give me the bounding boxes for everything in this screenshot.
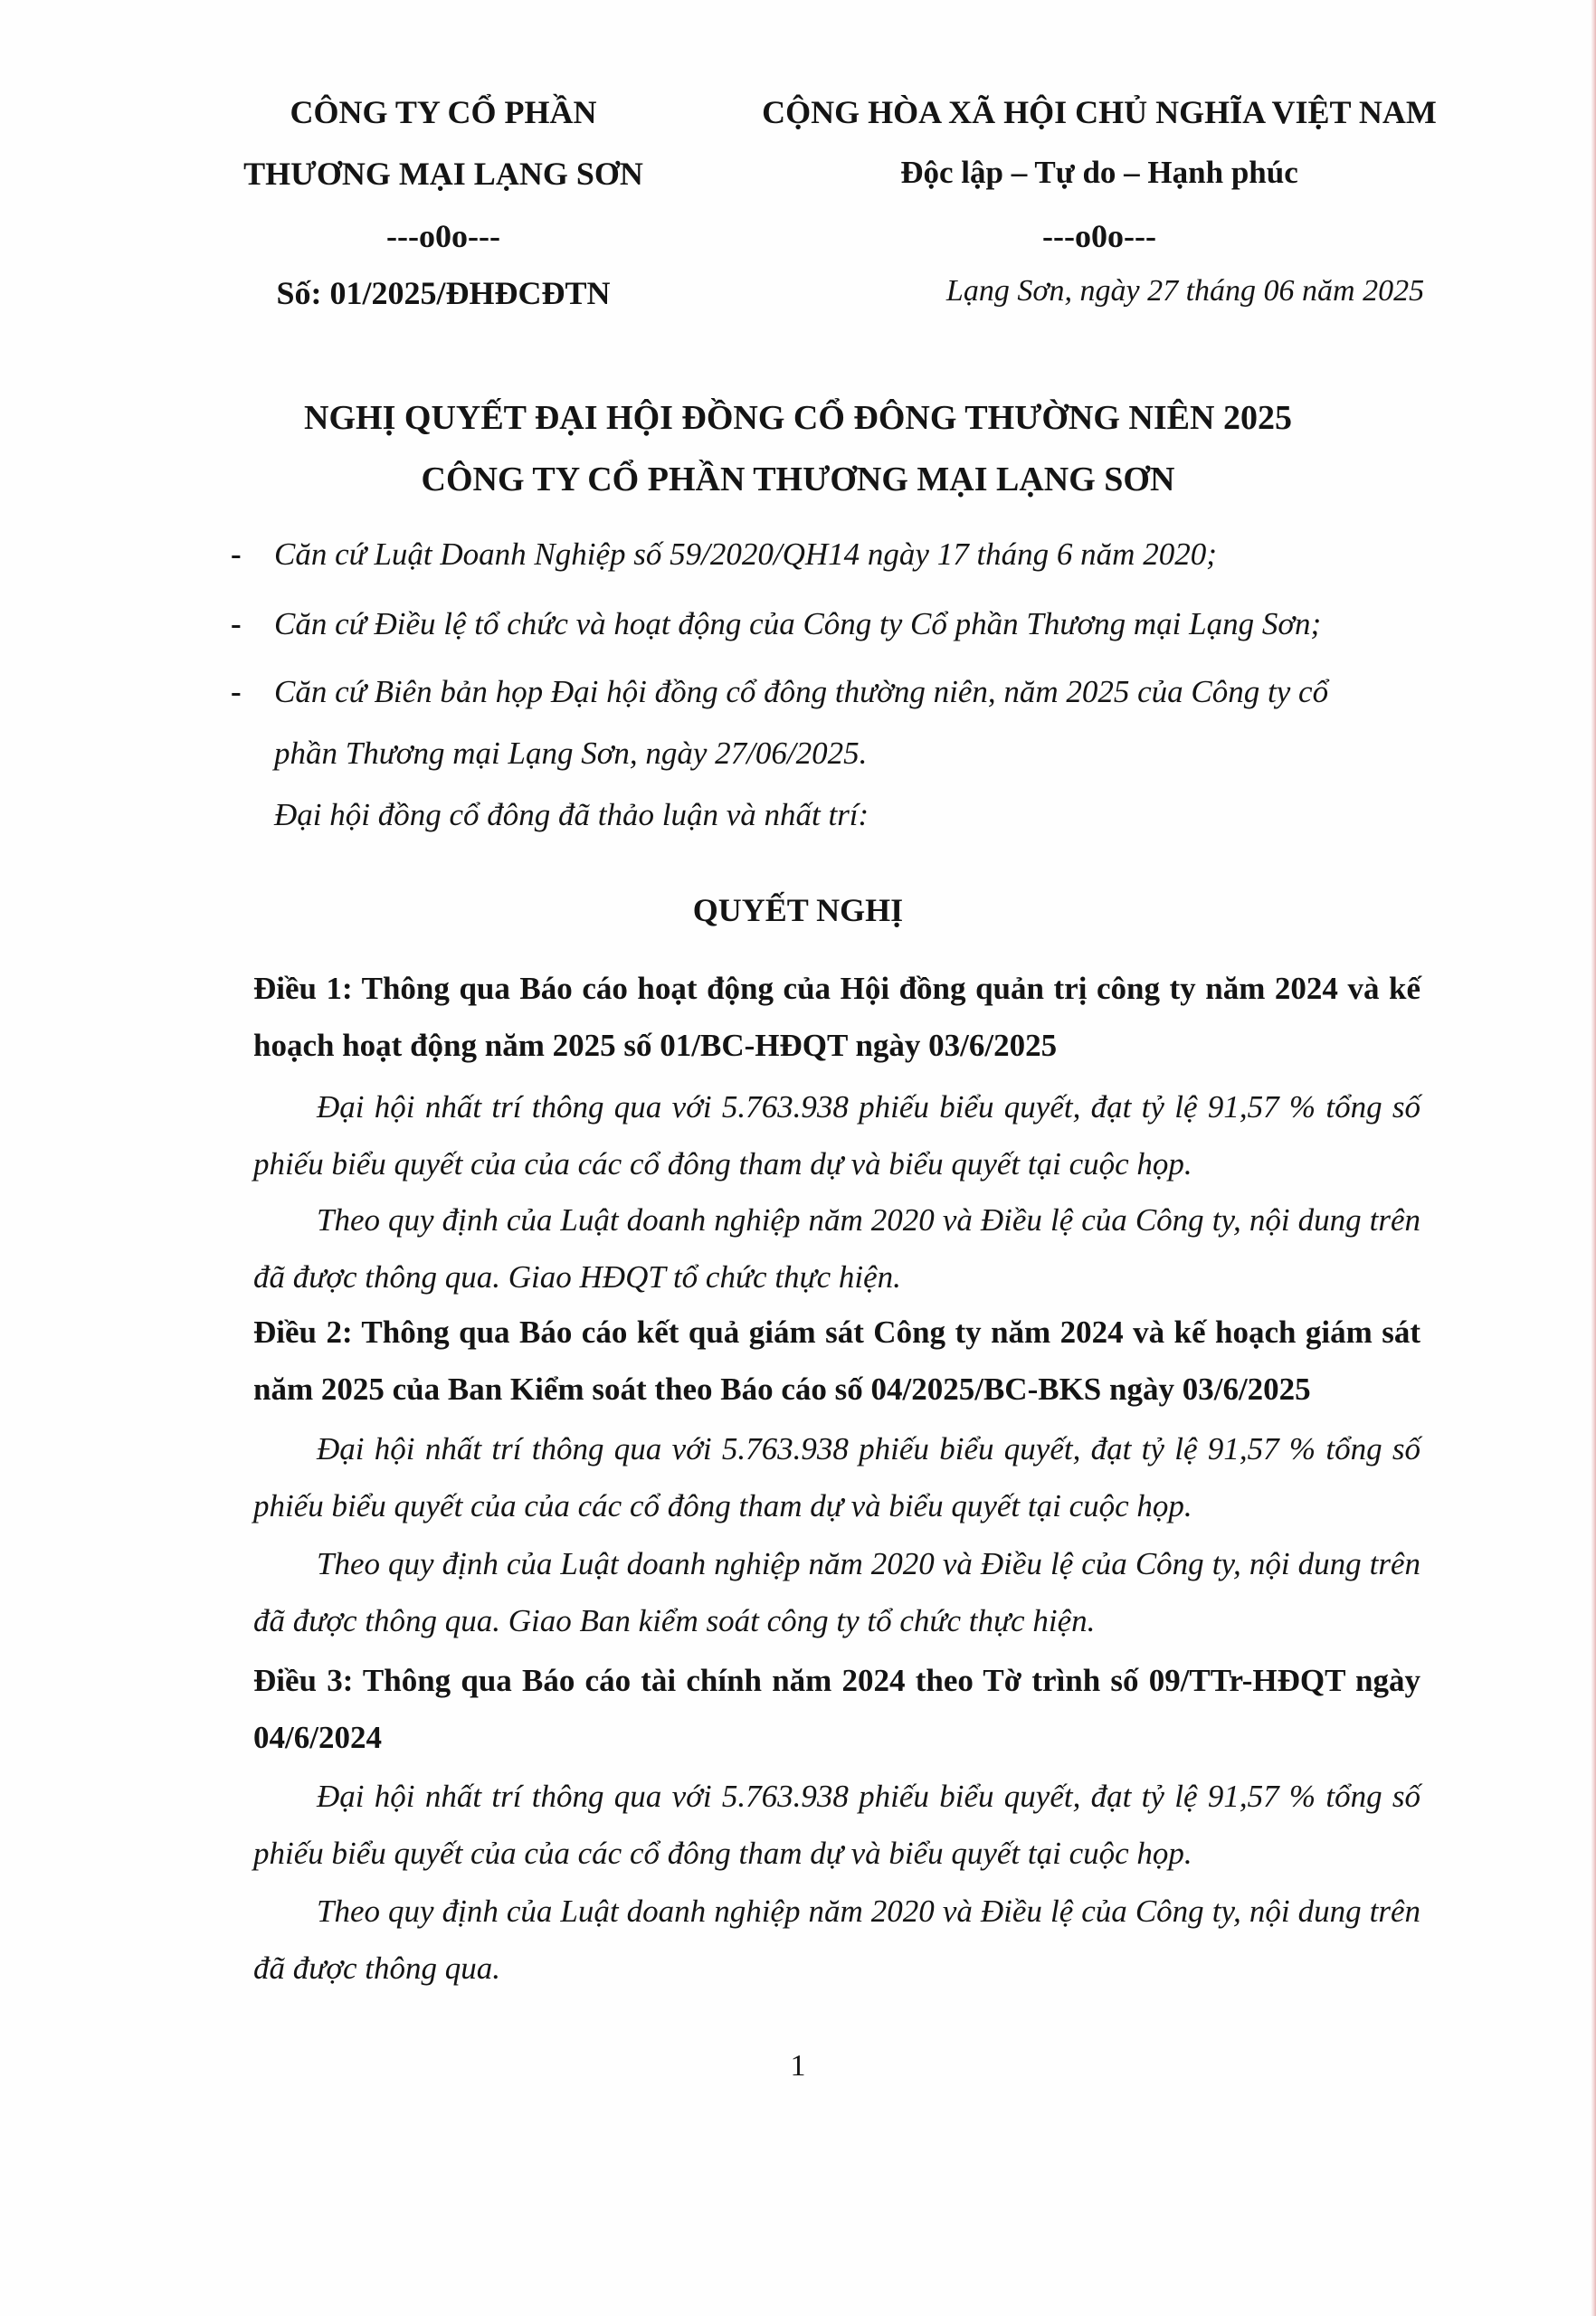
basis-text: Căn cứ Luật Doanh Nghiệp số 59/2020/QH14 ngày 17 tháng 6 năm 2020; — [274, 536, 1217, 572]
basis-text: Căn cứ Biên bản họp Đại hội đồng cổ đông thường niên, năm 2025 của Công ty cổ — [274, 674, 1329, 709]
bullet: - — [231, 674, 242, 709]
bullet: - — [231, 606, 242, 641]
resolution-heading: QUYẾT NGHỊ — [692, 892, 904, 928]
article-3-vote: Đại hội nhất trí thông qua với 5.763.938 phiếu biểu quyết, đạt tỷ lệ 91,57 % tổng số phiếu biểu quyết của của các cổ đông tham dự và biểu quyết tại cuộc họp. — [253, 1779, 1420, 1871]
document-number: Số: 01/2025/ĐHĐCĐTN — [276, 275, 611, 311]
article-2-conclusion: Theo quy định của Luật doanh nghiệp năm 2020 và Điều lệ của Công ty, nội dung trên đã được thông qua. Giao Ban kiểm soát công ty tổ chức thực hiện. — [253, 1546, 1420, 1638]
page-edge — [1591, 0, 1596, 2316]
article-3-conclusion: Theo quy định của Luật doanh nghiệp năm 2020 và Điều lệ của Công ty, nội dung trên đã được thông qua. — [253, 1894, 1420, 1986]
article-2-heading: Điều 2: Thông qua Báo cáo kết quả giám sát Công ty năm 2024 và kế hoạch giám sát năm 2025 của Ban Kiểm soát theo Báo cáo số 04/2025/BC-BKS ngày 03/6/2025 — [253, 1315, 1420, 1407]
page-number: 1 — [790, 2049, 806, 2083]
basis-item-minutes — [231, 674, 1450, 710]
agreement-statement: Đại hội đồng cổ đông đã thảo luận và nhất trí: — [274, 797, 869, 832]
article-1-conclusion: Theo quy định của Luật doanh nghiệp năm 2020 và Điều lệ của Công ty, nội dung trên đã được thông qua. Giao HĐQT tổ chức thực hiện. — [253, 1202, 1420, 1295]
article-1-heading: Điều 1: Thông qua Báo cáo hoạt động của Hội đồng quản trị công ty năm 2024 và kế hoạch hoạt động năm 2025 số 01/BC-HĐQT ngày 03/6/2025 — [253, 971, 1420, 1063]
document-title-line2: CÔNG TY CỔ PHẦN THƯƠNG MẠI LẠNG SƠN — [421, 460, 1175, 498]
nation-name: CỘNG HÒA XÃ HỘI CHỦ NGHĨA VIỆT NAM — [762, 94, 1437, 130]
nation-divider: ---o0o--- — [1042, 218, 1156, 254]
bullet: - — [231, 536, 242, 572]
company-name-line2: THƯƠNG MẠI LẠNG SƠN — [243, 156, 643, 192]
nation-motto: Độc lập – Tự do – Hạnh phúc — [900, 155, 1298, 190]
place-date: Lạng Sơn, ngày 27 tháng 06 năm 2025 — [945, 274, 1425, 308]
basis-item-law — [231, 536, 1450, 573]
basis-item-minutes-cont: phần Thương mại Lạng Sơn, ngày 27/06/2025. — [274, 736, 868, 771]
basis-item-charter — [231, 606, 1450, 642]
basis-text: Căn cứ Điều lệ tổ chức và hoạt động của Công ty Cổ phần Thương mại Lạng Sơn; — [274, 606, 1322, 641]
article-2-vote: Đại hội nhất trí thông qua với 5.763.938 phiếu biểu quyết, đạt tỷ lệ 91,57 % tổng số phiếu biểu quyết của của các cổ đông tham dự và biểu quyết tại cuộc họp. — [253, 1431, 1420, 1523]
company-divider: ---o0o--- — [386, 218, 500, 254]
document-title-line1: NGHỊ QUYẾT ĐẠI HỘI ĐỒNG CỔ ĐÔNG THƯỜNG NIÊN 2025 — [304, 399, 1292, 437]
article-1-vote: Đại hội nhất trí thông qua với 5.763.938 phiếu biểu quyết, đạt tỷ lệ 91,57 % tổng số phiếu biểu quyết của của các cổ đông tham dự và biểu quyết tại cuộc họp. — [253, 1089, 1420, 1182]
article-3-heading: Điều 3: Thông qua Báo cáo tài chính năm 2024 theo Tờ trình số 09/TTr-HĐQT ngày 04/6/2024 — [253, 1663, 1420, 1755]
company-name-line1: CÔNG TY CỔ PHẦN — [290, 94, 597, 130]
